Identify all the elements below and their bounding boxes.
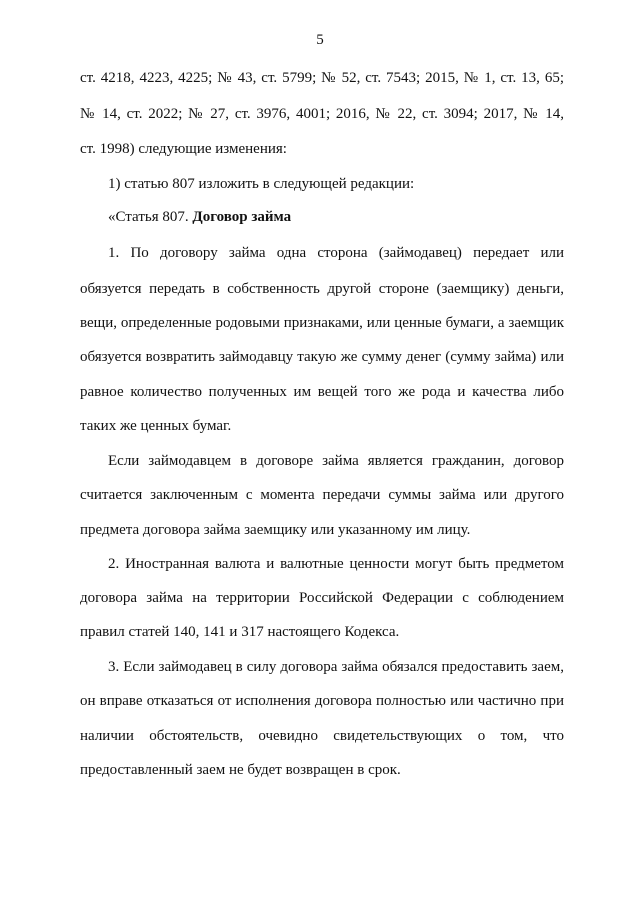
text-line: обязуется возвратить займодавцу такую же сумму денег (сумму займа) или [80, 349, 564, 365]
text-line: правил статей 140, 141 и 317 настоящего Кодекса. [80, 624, 400, 640]
text-line: вещи, определенные родовыми признаками, или ценные бумаги, а заемщик [80, 315, 564, 331]
text-line: 1) статью 807 изложить в следующей редакции: [108, 176, 415, 192]
text-line: ст. 4218, 4223, 4225; № 43, ст. 5799; № 52, ст. 7543; 2015, № 1, ст. 13, 65; [80, 70, 564, 86]
text-line: договора займа на территории Российской Федерации с соблюдением [80, 590, 564, 606]
text-line: считается заключенным с момента передачи суммы займа или другого [80, 487, 564, 503]
text-line: предмета договора займа заемщику или указанному им лицу. [80, 522, 471, 538]
text-line: Если займодавцем в договоре займа является гражданин, договор [108, 453, 564, 469]
text-line: предоставленный заем не будет возвращен в срок. [80, 762, 401, 778]
text-line: ст. 1998) следующие изменения: [80, 141, 287, 157]
text-line: № 14, ст. 2022; № 27, ст. 3976, 4001; 2016, № 22, ст. 3094; 2017, № 14, [80, 106, 564, 122]
text-line: он вправе отказаться от исполнения договора полностью или частично при [80, 693, 564, 709]
article-heading-prefix: «Статья 807. [108, 209, 193, 225]
text-line: обязуется передать в собственность другой стороне (заемщику) деньги, [80, 281, 564, 297]
text-line: 2. Иностранная валюта и валютные ценности могут быть предметом [108, 556, 564, 572]
text-line: наличии обстоятельств, очевидно свидетельствующих о том, что [80, 728, 564, 744]
text-line: 1. По договору займа одна сторона (займодавец) передает или [108, 245, 564, 261]
text-line: таких же ценных бумаг. [80, 418, 232, 434]
text-line: 3. Если займодавец в силу договора займа обязался предоставить заем, [108, 659, 564, 675]
article-heading [108, 207, 564, 227]
article-heading-title: Договор займа [192, 209, 292, 225]
text-line: равное количество полученных им вещей того же рода и качества либо [80, 384, 564, 400]
page-number: 5 [316, 32, 324, 48]
